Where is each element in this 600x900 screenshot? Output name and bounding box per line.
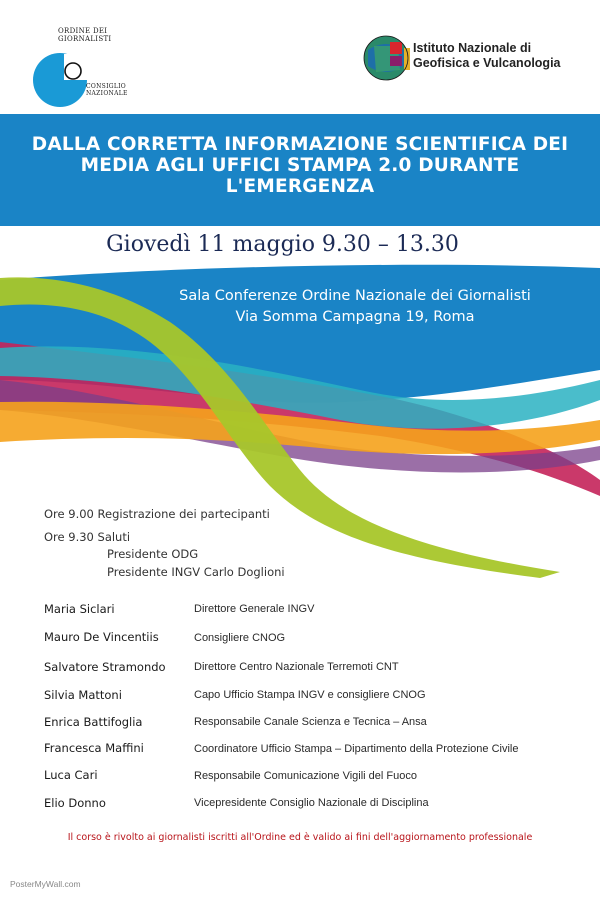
speaker-role: Direttore Centro Nazionale Terremoti CNT	[194, 661, 399, 673]
speaker-role: Responsabile Comunicazione Vigili del Fuoco	[194, 770, 417, 782]
event-title-line2: MEDIA AGLI UFFICI STAMPA 2.0 DURANTE	[80, 155, 520, 176]
program-president-ingv: Presidente INGV Carlo Doglioni	[107, 565, 285, 579]
speaker-role: Capo Ufficio Stampa INGV e consigliere CNOG	[194, 689, 426, 701]
watermark: PosterMyWall.com	[10, 879, 81, 889]
event-title-line3: L'EMERGENZA	[225, 176, 375, 197]
event-title	[20, 134, 580, 197]
venue	[130, 286, 580, 328]
event-title-line1: DALLA CORRETTA INFORMAZIONE SCIENTIFICA DEI	[31, 134, 569, 155]
speaker-role: Coordinatore Ufficio Stampa – Dipartimento della Protezione Civile	[194, 743, 519, 755]
ingv-logo	[360, 30, 416, 86]
ingv-name-line2: Geofisica e Vulcanologia	[413, 56, 561, 70]
speaker-name: Enrica Battifoglia	[44, 715, 143, 729]
program-registration: Ore 9.00 Registrazione dei partecipanti	[44, 507, 270, 521]
speaker-role: Vicepresidente Consiglio Nazionale di Disciplina	[194, 797, 429, 809]
odg-logo-ring	[65, 63, 81, 79]
speaker-name: Maria Siclari	[44, 602, 115, 616]
odg-logo-bottom-text: CONSIGLIO NAZIONALE	[86, 83, 128, 97]
ingv-name-line1: Istituto Nazionale di	[413, 41, 532, 55]
program-president-odg: Presidente ODG	[107, 547, 199, 561]
speaker-name: Salvatore Stramondo	[44, 660, 166, 674]
venue-line2: Via Somma Campagna 19, Roma	[235, 309, 475, 325]
ingv-name	[413, 41, 593, 71]
course-note: Il corso è rivolto ai giornalisti iscritti all'Ordine ed è valido ai fini dell'aggiornamento professionale	[67, 832, 533, 843]
venue-line1: Sala Conferenze Ordine Nazionale dei Giornalisti	[179, 288, 531, 304]
event-date: Giovedì 11 maggio 9.30 – 13.30	[106, 232, 459, 257]
speaker-name: Mauro De Vincentiis	[44, 630, 159, 644]
speaker-name: Silvia Mattoni	[44, 688, 122, 702]
odg-logo-top-text: ORDINE DEI GIORNALISTI	[58, 27, 112, 43]
speaker-role: Responsabile Canale Scienza e Tecnica – Ansa	[194, 716, 427, 728]
speaker-role: Direttore Generale INGV	[194, 603, 315, 615]
speaker-name: Elio Donno	[44, 796, 106, 810]
speaker-name: Francesca Maffini	[44, 741, 144, 755]
program-saluti: Ore 9.30 Saluti	[44, 530, 131, 544]
speaker-name: Luca Cari	[44, 768, 98, 782]
speaker-role: Consigliere CNOG	[194, 632, 286, 644]
